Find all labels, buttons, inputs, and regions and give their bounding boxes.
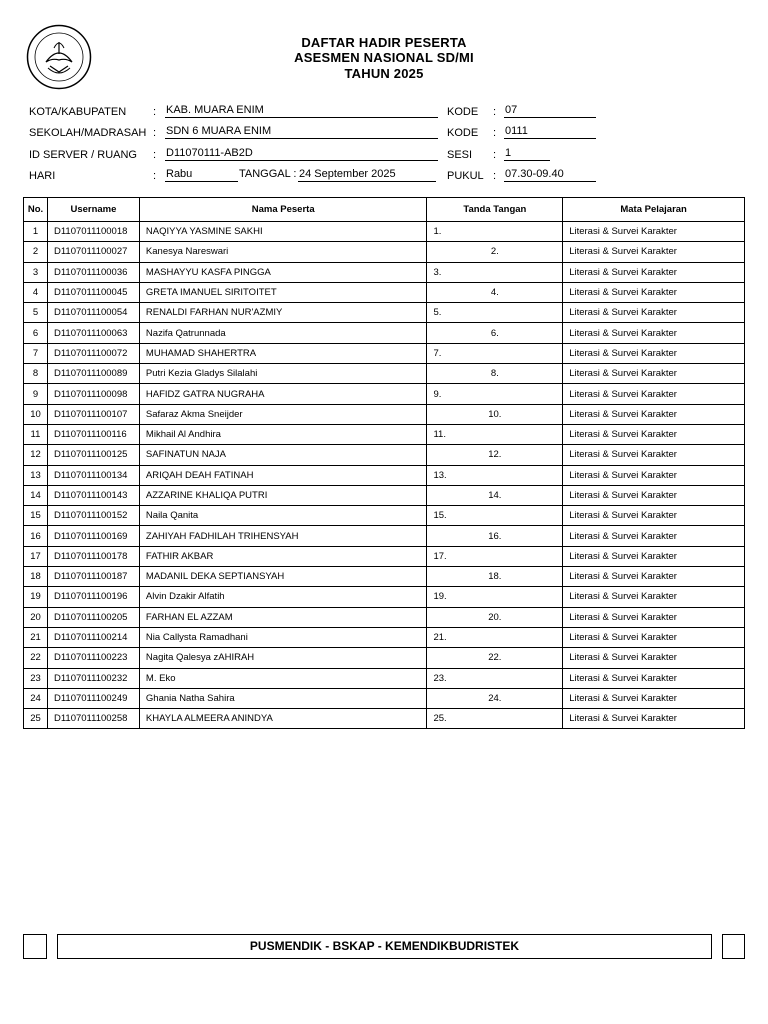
cell-mata-pelajaran: Literasi & Survei Karakter: [563, 465, 745, 485]
kota-label: KOTA/KABUPATEN: [29, 106, 127, 118]
cell-tanda-tangan: 18.: [427, 567, 563, 587]
cell-tanda-tangan: 7.: [427, 343, 563, 363]
cell-tanda-tangan: 15.: [427, 506, 563, 526]
colon: :: [153, 106, 157, 118]
cell-username: D1107011100152: [47, 506, 139, 526]
cell-nama: Kanesya Nareswari: [139, 242, 427, 262]
sesi-label: SESI: [447, 149, 473, 161]
table-row: [24, 546, 745, 566]
cell-username: D1107011100125: [47, 445, 139, 465]
cell-mata-pelajaran: Literasi & Survei Karakter: [563, 688, 745, 708]
cell-no: 23: [24, 668, 48, 688]
header-nama: Nama Peserta: [139, 198, 427, 222]
cell-mata-pelajaran: Literasi & Survei Karakter: [563, 607, 745, 627]
cell-nama: MADANIL DEKA SEPTIANSYAH: [139, 567, 427, 587]
cell-nama: Nagita Qalesya zAHIRAH: [139, 648, 427, 668]
cell-no: 8: [24, 364, 48, 384]
cell-tanda-tangan: 25.: [427, 709, 563, 729]
cell-no: 4: [24, 282, 48, 302]
cell-tanda-tangan: 10.: [427, 404, 563, 424]
cell-mata-pelajaran: Literasi & Survei Karakter: [563, 384, 745, 404]
colon: :: [153, 170, 157, 182]
cell-nama: MUHAMAD SHAHERTRA: [139, 343, 427, 363]
cell-mata-pelajaran: Literasi & Survei Karakter: [563, 668, 745, 688]
cell-nama: M. Eko: [139, 668, 427, 688]
cell-nama: GRETA IMANUEL SIRITOITET: [139, 282, 427, 302]
table-row: [24, 445, 745, 465]
table-row: [24, 648, 745, 668]
header-tanda-tangan: Tanda Tangan: [427, 198, 563, 222]
cell-username: D1107011100196: [47, 587, 139, 607]
cell-tanda-tangan: 21.: [427, 627, 563, 647]
cell-mata-pelajaran: Literasi & Survei Karakter: [563, 485, 745, 505]
cell-username: D1107011100143: [47, 485, 139, 505]
table-row: [24, 343, 745, 363]
cell-tanda-tangan: 1.: [427, 222, 563, 242]
pukul-value: 07.30-09.40: [504, 168, 596, 182]
table-row: [24, 688, 745, 708]
header-mata-pelajaran: Mata Pelajaran: [563, 198, 745, 222]
cell-username: D1107011100178: [47, 546, 139, 566]
cell-username: D1107011100169: [47, 526, 139, 546]
cell-nama: Mikhail Al Andhira: [139, 424, 427, 444]
cell-username: D1107011100027: [47, 242, 139, 262]
cell-nama: Putri Kezia Gladys Silalahi: [139, 364, 427, 384]
cell-username: D1107011100089: [47, 364, 139, 384]
cell-mata-pelajaran: Literasi & Survei Karakter: [563, 506, 745, 526]
table-row: [24, 607, 745, 627]
table-row: [24, 364, 745, 384]
cell-mata-pelajaran: Literasi & Survei Karakter: [563, 364, 745, 384]
cell-nama: FARHAN EL AZZAM: [139, 607, 427, 627]
footer-left-box: [23, 934, 47, 959]
hari-label: HARI: [29, 170, 56, 182]
cell-no: 24: [24, 688, 48, 708]
cell-nama: SAFINATUN NAJA: [139, 445, 427, 465]
table-row: [24, 668, 745, 688]
kota-value: KAB. MUARA ENIM: [165, 104, 438, 118]
cell-mata-pelajaran: Literasi & Survei Karakter: [563, 262, 745, 282]
server-value: D11070111-AB2D: [165, 147, 438, 161]
table-row: [24, 384, 745, 404]
kode2-label: KODE: [447, 127, 479, 139]
cell-no: 9: [24, 384, 48, 404]
cell-username: D1107011100018: [47, 222, 139, 242]
kode1-label: KODE: [447, 106, 479, 118]
kode2-value: 0111: [504, 125, 596, 139]
cell-tanda-tangan: 3.: [427, 262, 563, 282]
colon: :: [493, 127, 497, 139]
table-row: [24, 323, 745, 343]
table-header-row: [24, 198, 745, 222]
colon: :: [493, 106, 497, 118]
sekolah-value: SDN 6 MUARA ENIM: [165, 125, 438, 139]
cell-no: 21: [24, 627, 48, 647]
cell-mata-pelajaran: Literasi & Survei Karakter: [563, 567, 745, 587]
sesi-value: 1: [504, 147, 550, 161]
cell-mata-pelajaran: Literasi & Survei Karakter: [563, 343, 745, 363]
cell-mata-pelajaran: Literasi & Survei Karakter: [563, 627, 745, 647]
cell-no: 11: [24, 424, 48, 444]
cell-username: D1107011100107: [47, 404, 139, 424]
cell-tanda-tangan: 20.: [427, 607, 563, 627]
cell-tanda-tangan: 13.: [427, 465, 563, 485]
cell-nama: Safaraz Akma Sneijder: [139, 404, 427, 424]
cell-nama: MASHAYYU KASFA PINGGA: [139, 262, 427, 282]
cell-mata-pelajaran: Literasi & Survei Karakter: [563, 648, 745, 668]
cell-username: D1107011100187: [47, 567, 139, 587]
cell-username: D1107011100036: [47, 262, 139, 282]
cell-no: 18: [24, 567, 48, 587]
cell-no: 22: [24, 648, 48, 668]
cell-nama: FATHIR AKBAR: [139, 546, 427, 566]
cell-mata-pelajaran: Literasi & Survei Karakter: [563, 282, 745, 302]
cell-username: D1107011100232: [47, 668, 139, 688]
table-row: [24, 465, 745, 485]
header-no: No.: [24, 198, 48, 222]
tanggal-value: 24 September 2025: [298, 168, 436, 182]
table-row: [24, 222, 745, 242]
title-line-2: ASESMEN NASIONAL SD/MI: [294, 50, 474, 65]
table-row: [24, 526, 745, 546]
cell-username: D1107011100116: [47, 424, 139, 444]
attendance-table: [23, 197, 745, 729]
cell-tanda-tangan: 24.: [427, 688, 563, 708]
cell-tanda-tangan: 23.: [427, 668, 563, 688]
footer-title: PUSMENDIK - BSKAP - KEMENDIKBUDRISTEK: [57, 934, 712, 959]
table-row: [24, 587, 745, 607]
cell-nama: KHAYLA ALMEERA ANINDYA: [139, 709, 427, 729]
cell-no: 17: [24, 546, 48, 566]
cell-no: 14: [24, 485, 48, 505]
cell-mata-pelajaran: Literasi & Survei Karakter: [563, 526, 745, 546]
pukul-label: PUKUL: [447, 170, 484, 182]
cell-mata-pelajaran: Literasi & Survei Karakter: [563, 587, 745, 607]
cell-nama: HAFIDZ GATRA NUGRAHA: [139, 384, 427, 404]
colon: :: [493, 149, 497, 161]
cell-nama: ARIQAH DEAH FATINAH: [139, 465, 427, 485]
cell-mata-pelajaran: Literasi & Survei Karakter: [563, 222, 745, 242]
cell-nama: Nazifa Qatrunnada: [139, 323, 427, 343]
cell-tanda-tangan: 8.: [427, 364, 563, 384]
cell-mata-pelajaran: Literasi & Survei Karakter: [563, 404, 745, 424]
cell-nama: Nia Callysta Ramadhani: [139, 627, 427, 647]
cell-mata-pelajaran: Literasi & Survei Karakter: [563, 445, 745, 465]
cell-username: D1107011100214: [47, 627, 139, 647]
cell-tanda-tangan: 5.: [427, 303, 563, 323]
cell-tanda-tangan: 6.: [427, 323, 563, 343]
cell-username: D1107011100072: [47, 343, 139, 363]
cell-tanda-tangan: 14.: [427, 485, 563, 505]
cell-mata-pelajaran: Literasi & Survei Karakter: [563, 323, 745, 343]
cell-mata-pelajaran: Literasi & Survei Karakter: [563, 242, 745, 262]
cell-username: D1107011100134: [47, 465, 139, 485]
cell-no: 16: [24, 526, 48, 546]
cell-no: 12: [24, 445, 48, 465]
colon: :: [153, 149, 157, 161]
cell-username: D1107011100205: [47, 607, 139, 627]
cell-username: D1107011100045: [47, 282, 139, 302]
cell-no: 6: [24, 323, 48, 343]
table-row: [24, 485, 745, 505]
cell-username: D1107011100098: [47, 384, 139, 404]
cell-nama: Ghania Natha Sahira: [139, 688, 427, 708]
cell-username: D1107011100054: [47, 303, 139, 323]
cell-tanda-tangan: 22.: [427, 648, 563, 668]
cell-no: 1: [24, 222, 48, 242]
colon: :: [153, 127, 157, 139]
cell-no: 13: [24, 465, 48, 485]
cell-tanda-tangan: 4.: [427, 282, 563, 302]
cell-tanda-tangan: 19.: [427, 587, 563, 607]
cell-username: D1107011100063: [47, 323, 139, 343]
footer-right-box: [722, 934, 745, 959]
header-username: Username: [47, 198, 139, 222]
server-label: ID SERVER / RUANG: [29, 149, 137, 161]
cell-no: 10: [24, 404, 48, 424]
table-row: [24, 627, 745, 647]
table-row: [24, 282, 745, 302]
cell-nama: RENALDI FARHAN NUR'AZMIY: [139, 303, 427, 323]
cell-tanda-tangan: 11.: [427, 424, 563, 444]
cell-mata-pelajaran: Literasi & Survei Karakter: [563, 546, 745, 566]
cell-no: 20: [24, 607, 48, 627]
cell-username: D1107011100249: [47, 688, 139, 708]
cell-no: 5: [24, 303, 48, 323]
kode1-value: 07: [504, 104, 596, 118]
cell-no: 19: [24, 587, 48, 607]
cell-nama: AZZARINE KHALIQA PUTRI: [139, 485, 427, 505]
title-line-3: TAHUN 2025: [344, 66, 424, 81]
title-line-1: DAFTAR HADIR PESERTA: [301, 35, 467, 50]
cell-nama: ZAHIYAH FADHILAH TRIHENSYAH: [139, 526, 427, 546]
cell-tanda-tangan: 2.: [427, 242, 563, 262]
cell-no: 3: [24, 262, 48, 282]
cell-nama: NAQIYYA YASMINE SAKHI: [139, 222, 427, 242]
table-row: [24, 506, 745, 526]
cell-no: 2: [24, 242, 48, 262]
cell-no: 25: [24, 709, 48, 729]
cell-username: D1107011100223: [47, 648, 139, 668]
table-row: [24, 709, 745, 729]
sekolah-label: SEKOLAH/MADRASAH: [29, 127, 147, 139]
table-row: [24, 303, 745, 323]
table-row: [24, 567, 745, 587]
cell-nama: Naila Qanita: [139, 506, 427, 526]
hari-value: Rabu: [165, 168, 238, 182]
cell-tanda-tangan: 9.: [427, 384, 563, 404]
table-row: [24, 404, 745, 424]
cell-mata-pelajaran: Literasi & Survei Karakter: [563, 303, 745, 323]
cell-tanda-tangan: 17.: [427, 546, 563, 566]
cell-mata-pelajaran: Literasi & Survei Karakter: [563, 709, 745, 729]
cell-no: 7: [24, 343, 48, 363]
cell-nama: Alvin Dzakir Alfatih: [139, 587, 427, 607]
cell-no: 15: [24, 506, 48, 526]
table-row: [24, 262, 745, 282]
cell-tanda-tangan: 16.: [427, 526, 563, 546]
table-row: [24, 242, 745, 262]
cell-tanda-tangan: 12.: [427, 445, 563, 465]
colon: :: [493, 170, 497, 182]
cell-mata-pelajaran: Literasi & Survei Karakter: [563, 424, 745, 444]
table-row: [24, 424, 745, 444]
tanggal-label: TANGGAL :: [239, 168, 297, 180]
cell-username: D1107011100258: [47, 709, 139, 729]
